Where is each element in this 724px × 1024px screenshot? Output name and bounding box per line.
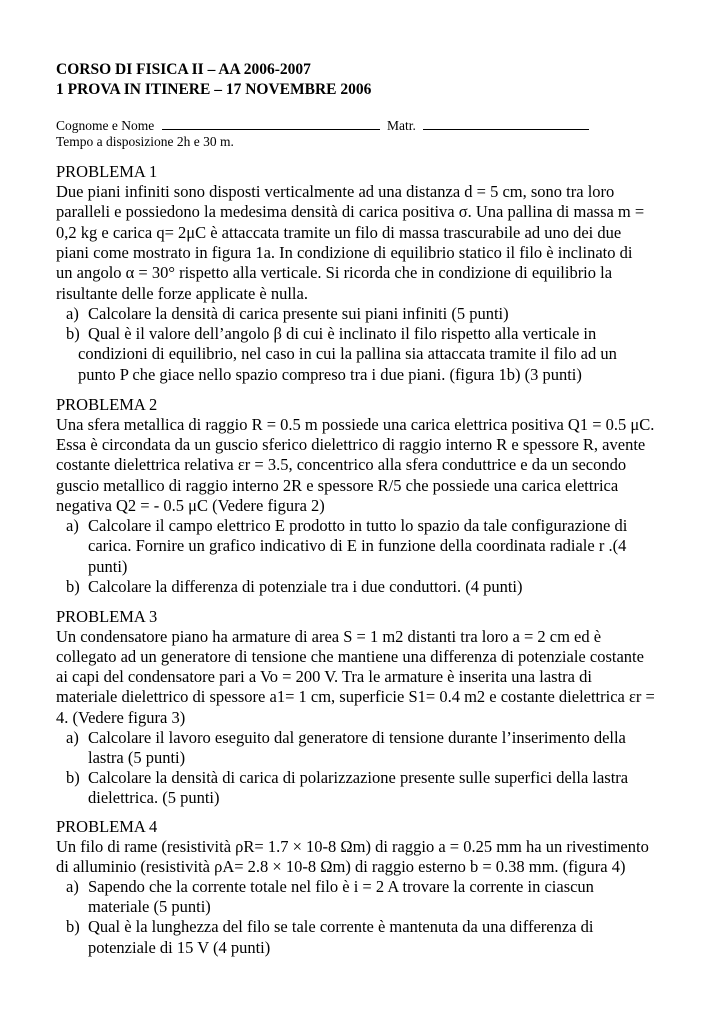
problem-4-item-b-label: b) — [66, 917, 80, 936]
problem-3-item-b: Calcolare la densità di carica di polarizzazione presente sulle superfici della lastra — [88, 768, 629, 787]
problem-4-item-a: materiale (5 punti) — [88, 897, 211, 916]
problem-3-text: Un condensatore piano ha armature di area S = 1 m2 distanti tra loro a = 2 cm ed è — [56, 627, 602, 646]
problem-2-item-b-label: b) — [66, 577, 80, 596]
problem-3-item-a: lastra (5 punti) — [88, 748, 186, 767]
problem-2-text: Essa è circondata da un guscio sferico dielettrico di raggio interno R e spessore R, avente — [56, 435, 646, 454]
name-label: Cognome e Nome — [56, 118, 155, 133]
problem-1-item-b: punto P che giace nello spazio compreso tra i due piani. (figura 1b) (3 punti) — [78, 365, 582, 384]
problem-3-text: materiale dielettrico di spessore a1= 1 cm, superficie S1= 0.4 m2 e costante dielettrica εr = — [56, 687, 655, 706]
problem-2-item-a-label: a) — [66, 516, 79, 535]
problem-4-item-a-label: a) — [66, 877, 79, 896]
problem-3-text: ai capi del condensatore pari a Vo = 200 V. Tra le armature è inserita una lastra di — [56, 667, 592, 686]
course-heading: CORSO DI FISICA II – AA 2006-2007 — [56, 61, 311, 78]
problem-1-text: paralleli e possiedono la medesima densità di carica positiva σ. Una pallina di massa m = — [56, 202, 645, 221]
problem-3-item-a-label: a) — [66, 728, 79, 747]
problem-3-item-b-label: b) — [66, 768, 80, 787]
problem-2-item-a: punti) — [88, 557, 128, 576]
matr-blank[interactable] — [423, 118, 589, 130]
problem-3-text: 4. (Vedere figura 3) — [56, 708, 186, 727]
problem-3-title: PROBLEMA 3 — [56, 607, 158, 626]
problem-2-item-a: carica. Fornire un grafico indicativo di E in funzione della coordinata radiale r .(4 — [88, 536, 627, 555]
problem-2-title: PROBLEMA 2 — [56, 395, 158, 414]
problem-1-item-b: Qual è il valore dell’angolo β di cui è inclinato il filo rispetto alla verticale in — [88, 324, 597, 343]
matr-label: Matr. — [386, 118, 416, 133]
problem-2-text: costante dielettrica relativa εr = 3.5, concentrico alla sfera conduttrice e da un secondo — [56, 455, 627, 474]
problem-4-item-b: Qual è la lunghezza del filo se tale corrente è mantenuta da una differenza di — [88, 917, 594, 936]
problem-3-item-a: Calcolare il lavoro eseguito dal generatore di tensione durante l’inserimento della — [88, 728, 626, 747]
problem-2-text: Una sfera metallica di raggio R = 0.5 m possiede una carica elettrica positiva Q1 = 0.5 μC. — [56, 415, 655, 434]
problem-4-title: PROBLEMA 4 — [56, 817, 158, 836]
problem-1-item-b-label: b) — [66, 324, 80, 343]
exam-heading: 1 PROVA IN ITINERE – 17 NOVEMBRE 2006 — [56, 81, 372, 98]
problem-1-text: piani come mostrato in figura 1a. In condizione di equilibrio statico il filo è inclinato di — [56, 243, 633, 262]
problem-3-text: collegato ad un generatore di tensione che mantiene una differenza di potenziale costante — [56, 647, 644, 666]
problem-4-item-a: Sapendo che la corrente totale nel filo è i = 2 A trovare la corrente in ciascun — [88, 877, 594, 896]
problem-1-item-b: condizioni di equilibrio, nel caso in cui la pallina sia attaccata tramite il filo ad un — [78, 344, 617, 363]
problem-1-text: risultante delle forze applicate è nulla. — [56, 284, 308, 303]
problem-1-text: Due piani infiniti sono disposti verticalmente ad una distanza d = 5 cm, sono tra loro — [56, 182, 615, 201]
problem-3-item-b: dielettrica. (5 punti) — [88, 788, 220, 807]
problem-2-text: negativa Q2 = - 0.5 μC (Vedere figura 2) — [56, 496, 325, 515]
problem-4-item-b: potenziale di 15 V (4 punti) — [88, 938, 271, 957]
student-info-line — [56, 118, 589, 134]
problem-2-text: guscio metallico di raggio interno 2R e spessore R/5 che possiede una carica elettrica — [56, 476, 619, 495]
problem-1-item-a: Calcolare la densità di carica presente sui piani infiniti (5 punti) — [88, 304, 509, 323]
problem-2-item-b: Calcolare la differenza di potenziale tra i due conduttori. (4 punti) — [88, 577, 523, 596]
problem-1-item-a-label: a) — [66, 304, 79, 323]
problem-1-text: 0,2 kg e carica q= 2μC è attaccata tramite un filo di massa trascurabile ad uno dei due — [56, 223, 622, 242]
problem-1-text: un angolo α = 30° rispetto alla verticale. Si ricorda che in condizione di equilibrio la — [56, 263, 613, 282]
problem-4-text: di alluminio (resistività ρA= 2.8 × 10-8 Ωm) di raggio esterno b = 0.38 mm. (figura 4) — [56, 857, 626, 876]
time-limit: Tempo a disposizione 2h e 30 m. — [56, 134, 234, 149]
name-blank[interactable] — [162, 118, 380, 130]
problem-4-text: Un filo di rame (resistività ρR= 1.7 × 10-8 Ωm) di raggio a = 0.25 mm ha un rivestimento — [56, 837, 649, 856]
problem-2-item-a: Calcolare il campo elettrico E prodotto in tutto lo spazio da tale configurazione di — [88, 516, 628, 535]
problem-1-title: PROBLEMA 1 — [56, 162, 158, 181]
